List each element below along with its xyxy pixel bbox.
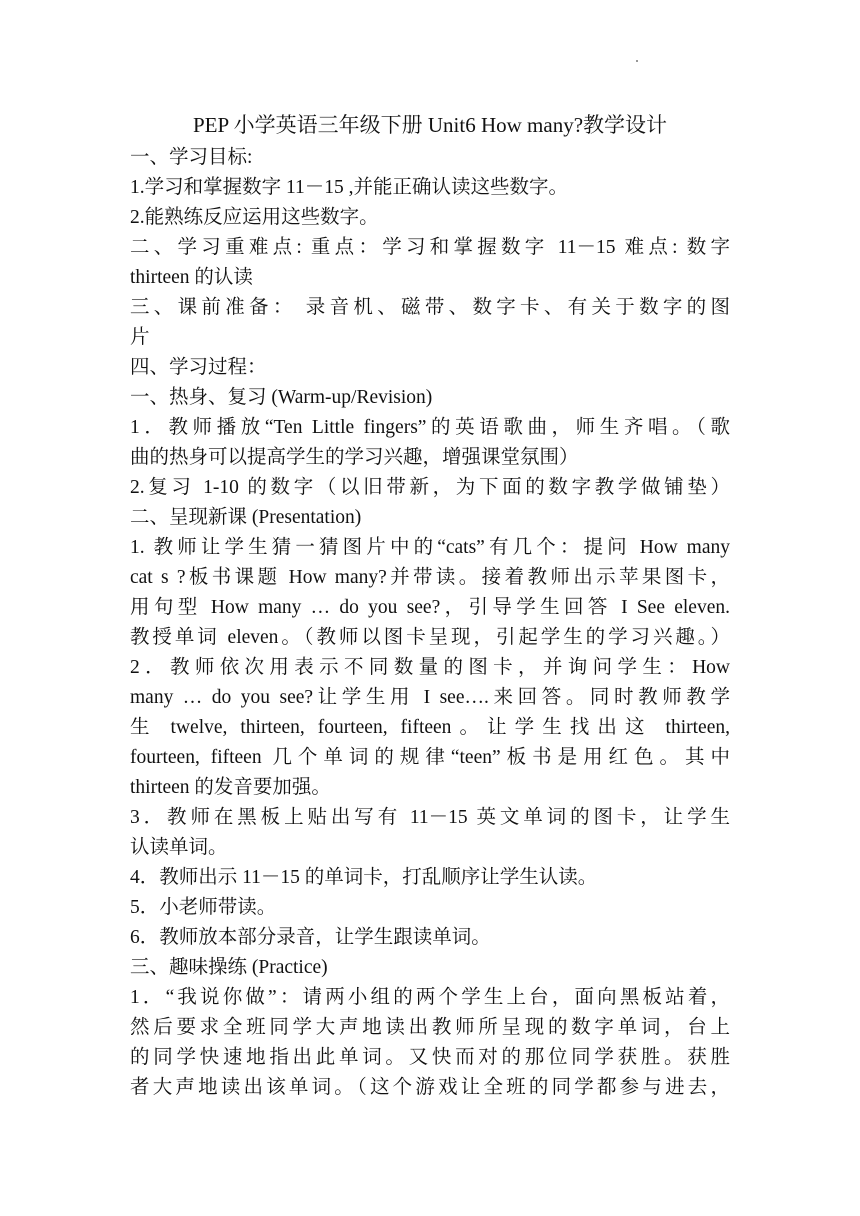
text-line: 者大声地读出该单词。（这个游戏让全班的同学都参与进去， [130, 1077, 730, 1098]
document-body [130, 143, 730, 1103]
text-line: 1．教师播放“Ten Little fingers”的英语歌曲，师生齐唱。（歌 [130, 417, 730, 438]
text-line: 然后要求全班同学大声地读出教师所呈现的数字单词，台上 [130, 1017, 730, 1038]
text-line: 用句型 How many … do you see?，引导学生回答 I See eleven. [130, 597, 730, 618]
text-line: 认读单词。 [130, 837, 228, 858]
text-line: 一、学习目标: [130, 147, 253, 168]
text-line: 生 twelve, thirteen, fourteen, fifteen。让学生找出这 thirteen, [130, 717, 730, 738]
text-line: 二、呈现新课 (Presentation) [130, 507, 362, 528]
text-line: many … do you see?让学生用 I see….来回答。同时教师教学 [130, 687, 730, 708]
text-line: 3．教师在黑板上贴出写有 11－15 英文单词的图卡，让学生 [130, 807, 730, 828]
text-line: 2.能熟练反应运用这些数字。 [130, 207, 379, 228]
text-line: 片 [130, 327, 150, 348]
text-line: 三、课前准备： 录音机、磁带、数字卡、有关于数字的图 [130, 297, 730, 318]
text-line: 教授单词 eleven。（教师以图卡呈现，引起学生的学习兴趣。） [130, 627, 730, 648]
text-line: 6．教师放本部分录音，让学生跟读单词。 [130, 927, 491, 948]
text-line: fourteen, fifteen 几个单词的规律“teen”板书是用红色。其中 [130, 747, 730, 768]
text-line: 4．教师出示 11－15 的单词卡，打乱顺序让学生认读。 [130, 867, 598, 888]
text-line: thirteen 的认读 [130, 267, 253, 288]
text-line: 二、学习重难点: 重点：学习和掌握数字 11－15 难点: 数字 [130, 237, 730, 258]
text-line: 四、学习过程： [130, 357, 267, 378]
document-title: PEP 小学英语三年级下册 Unit6 How many?教学设计 [192, 113, 668, 137]
text-line: 2．教师依次用表示不同数量的图卡，并询问学生：How [130, 657, 730, 678]
text-line: thirteen 的发音要加强。 [130, 777, 331, 798]
text-line: 一、热身、复习 (Warm-up/Revision) [130, 387, 433, 408]
text-line: 的同学快速地指出此单词。又快而对的那位同学获胜。获胜 [130, 1047, 730, 1068]
text-line: 5．小老师带读。 [130, 897, 277, 918]
text-line: 2.复习 1-10 的数字（以旧带新，为下面的数字教学做铺垫） [130, 477, 730, 498]
text-line: 曲的热身可以提高学生的学习兴趣，增强课堂氛围） [130, 447, 579, 468]
text-line: 1. 教师让学生猜一猜图片中的“cats”有几个：提问 How many [130, 537, 730, 558]
page-dot-mark [636, 60, 638, 62]
text-line: cat s ?板书课题 How many?并带读。接着教师出示苹果图卡， [130, 567, 730, 588]
text-line: 1.学习和掌握数字 11－15 ,并能正确认读这些数字。 [130, 177, 569, 198]
text-line: 1．“我说你做”：请两小组的两个学生上台，面向黑板站着， [130, 987, 730, 1008]
text-line: 三、趣味操练 (Practice) [130, 957, 328, 978]
